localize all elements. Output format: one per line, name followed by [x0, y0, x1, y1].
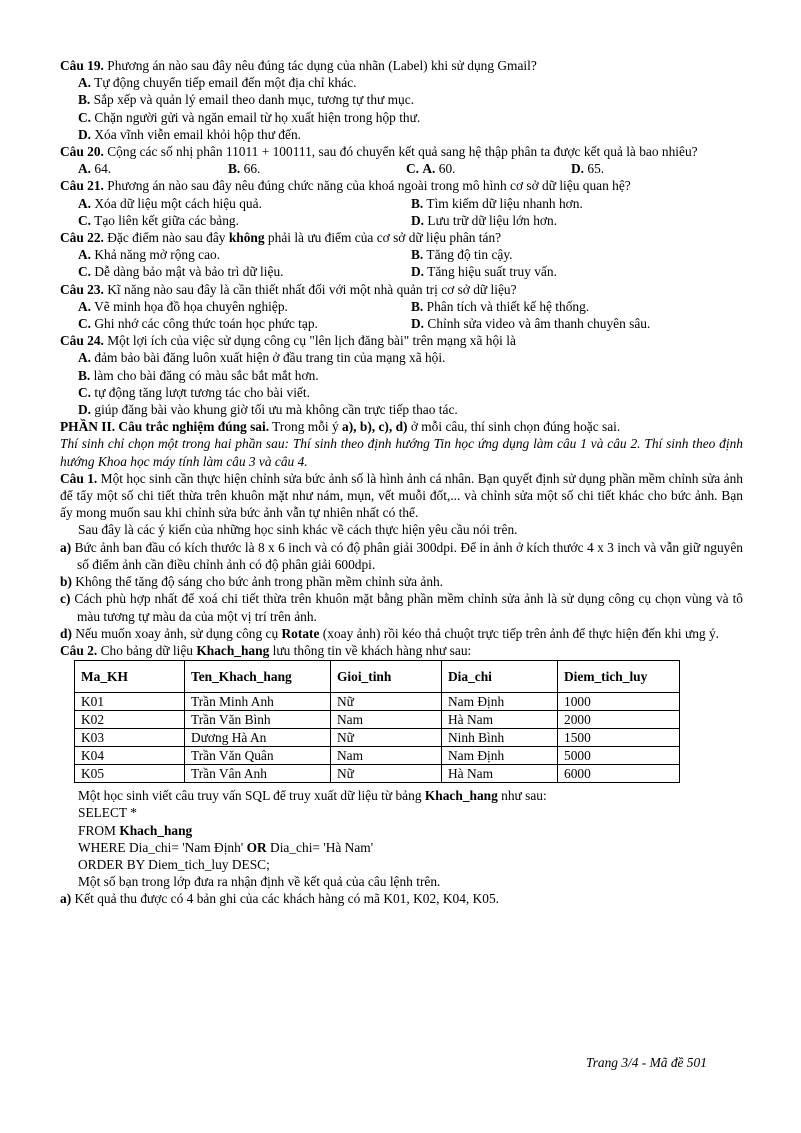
q20-option-c: C. A. 60. — [406, 161, 456, 177]
table-cell: K01 — [75, 693, 185, 711]
table-cell: 1500 — [558, 729, 680, 747]
q21-option-d: D. Lưu trữ dữ liệu lớn hơn. — [411, 212, 558, 228]
q19-option-b: B. Sắp xếp và quản lý email theo danh mục, tương tự thư mục. — [78, 92, 415, 108]
q19-option-c: C. Chặn người gửi và ngăn email từ họ xuất hiện trong hộp thư. — [78, 109, 421, 125]
table-row — [75, 693, 680, 711]
q19-option-d: D. Xóa vĩnh viễn email khỏi hộp thư đến. — [78, 126, 301, 142]
table-cell: Nam — [331, 711, 442, 729]
sql-line-select: SELECT * — [78, 805, 137, 821]
q23-option-c: C. Ghi nhớ các công thức toán học phức tạp. — [78, 316, 318, 332]
table-row — [75, 729, 680, 747]
table-cell: Nam Định — [442, 693, 558, 711]
table-header-cell: Dia_chi — [442, 661, 558, 693]
q22-option-d: D. Tăng hiệu suất truy vấn. — [411, 264, 557, 280]
table-row — [75, 747, 680, 765]
q24-option-d: D. giúp đăng bài vào khung giờ tối ưu mà không cần trực tiếp thao tác. — [78, 402, 458, 418]
q23-options-row1 — [60, 298, 743, 315]
q21-options-row2 — [60, 212, 743, 229]
khach-hang-table — [74, 660, 680, 783]
q23-options-row2 — [60, 315, 743, 332]
part2-question-1: Câu 1. Một học sinh cần thực hiện chỉnh sửa bức ảnh số là hình ảnh cá nhân. Bạn quyết định sử dụng phần mềm chỉnh sửa ảnh để tẩy một số chi tiết thừa trên khuôn mặt như nám, mụn, vết muỗi đốt,... và chỉnh sửa một số chi tiết khác cho bức ảnh. Bạn ấy mong muốn sau khi chỉnh sửa bức ảnh vẫn tự nhiên nhất có thể. — [60, 470, 743, 521]
q22-option-a: A. Khả năng mở rộng cao. — [78, 247, 221, 263]
q20-options — [60, 160, 743, 177]
c2-statement-a: a) Kết quả thu được có 4 bản ghi của các khách hàng có mã K01, K02, K04, K05. — [60, 891, 500, 907]
table-cell: Hà Nam — [442, 765, 558, 783]
question-23: Câu 23. Kĩ năng nào sau đây là cần thiết nhất đối với một nhà quản trị cơ sở dữ liệu? — [60, 281, 517, 297]
q22-option-b: B. Tăng độ tin cậy. — [411, 247, 513, 263]
table-cell: 5000 — [558, 747, 680, 765]
part2-question-2: Câu 2. Cho bảng dữ liệu Khach_hang lưu thông tin về khách hàng như sau: — [60, 642, 472, 658]
table-cell: Nam Định — [442, 747, 558, 765]
question-22: Câu 22. Đặc điểm nào sau đây không phải là ưu điểm của cơ sở dữ liệu phân tán? — [60, 230, 502, 246]
c1-statement-a: a) Bức ảnh ban đầu có kích thước là 8 x 6 inch và có độ phân giải 300dpi. Để in ảnh ở kích thước 4 x 3 inch và vẫn giữ nguyên số điểm ảnh cần điều chỉnh ảnh có độ phân giải 600dpi. — [60, 539, 743, 572]
q20-option-a: A. 64. — [78, 161, 112, 177]
table-cell: Nữ — [331, 729, 442, 747]
sql-intro: Một học sinh viết câu truy vấn SQL để truy xuất dữ liệu từ bảng Khach_hang như sau: — [78, 788, 547, 804]
q24-option-b: B. làm cho bài đăng có màu sắc bắt mắt hơn. — [78, 367, 319, 383]
table-cell: Dương Hà An — [185, 729, 331, 747]
q24-option-a: A. đảm bảo bài đăng luôn xuất hiện ở đầu trang tin của mạng xã hội. — [78, 350, 446, 366]
c1-statement-b: b) Không thể tăng độ sáng cho bức ảnh trong phần mềm chỉnh sửa ảnh. — [60, 574, 444, 590]
table-cell: Ninh Bình — [442, 729, 558, 747]
q22-options-row2 — [60, 263, 743, 280]
table-header-cell: Diem_tich_luy — [558, 661, 680, 693]
q23-option-b: B. Phân tích và thiết kế hệ thống. — [411, 298, 590, 314]
table-cell: K02 — [75, 711, 185, 729]
c2-after-text: Một số bạn trong lớp đưa ra nhận định về kết quả của câu lệnh trên. — [78, 874, 441, 890]
table-header-cell: Ten_Khach_hang — [185, 661, 331, 693]
table-cell: Trần Văn Bình — [185, 711, 331, 729]
table-cell: Nữ — [331, 765, 442, 783]
table-row — [75, 765, 680, 783]
table-cell: Nam — [331, 747, 442, 765]
q21-option-c: C. Tạo liên kết giữa các bảng. — [78, 212, 239, 228]
table-cell: 1000 — [558, 693, 680, 711]
table-header-cell: Gioi_tinh — [331, 661, 442, 693]
table-row — [75, 711, 680, 729]
c1-statement-d: d) Nếu muốn xoay ảnh, sử dụng công cụ Rotate (xoay ảnh) rồi kéo thả chuột trực tiếp trên ảnh để thực hiện đến khi ưng ý. — [60, 625, 720, 641]
sql-line-where: WHERE Dia_chi= 'Nam Định' OR Dia_chi= 'Hà Nam' — [78, 839, 374, 855]
q24-option-c: C. tự động tăng lượt tương tác cho bài viết. — [78, 384, 310, 400]
table-cell: Nữ — [331, 693, 442, 711]
q22-option-c: C. Dễ dàng bảo mật và bảo trì dữ liệu. — [78, 264, 284, 280]
q20-option-d: D. 65. — [571, 161, 605, 177]
question-19: Câu 19. Phương án nào sau đây nêu đúng tác dụng của nhãn (Label) khi sử dụng Gmail? — [60, 58, 537, 73]
table-cell: Trần Vân Anh — [185, 765, 331, 783]
question-21: Câu 21. Phương án nào sau đây nêu đúng chức năng của khoá ngoài trong mô hình cơ sở dữ liệu quan hệ? — [60, 178, 631, 194]
sql-line-from: FROM Khach_hang — [78, 822, 193, 838]
c1-statement-c: c) Cách phù hợp nhất để xoá chi tiết thừa trên khuôn mặt bằng phần mềm chỉnh sửa ảnh là sử dụng công cụ chọn vùng và tô màu tương tự màu da của một vị trí trên ảnh. — [60, 591, 743, 624]
q20-option-b: B. 66. — [228, 161, 261, 177]
table-cell: 6000 — [558, 765, 680, 783]
q21-option-b: B. Tìm kiếm dữ liệu nhanh hơn. — [411, 195, 583, 211]
q23-option-d: D. Chỉnh sửa video và âm thanh chuyên sâu. — [411, 316, 651, 332]
table-cell: K04 — [75, 747, 185, 765]
table-cell: Trần Văn Quân — [185, 747, 331, 765]
sql-line-orderby: ORDER BY Diem_tich_luy DESC; — [78, 856, 270, 872]
table-header-cell: Ma_KH — [75, 661, 185, 693]
part2-instruction: Thí sinh chỉ chọn một trong hai phần sau: Thí sinh theo định hướng Tin học ứng dụng làm câu 1 và câu 2. Thí sinh theo định hướng Khoa học máy tính làm câu 3 và câu 4. — [60, 436, 743, 469]
table-cell: K05 — [75, 765, 185, 783]
page-footer: Trang 3/4 - Mã đề 501 — [586, 1055, 707, 1070]
q22-options-row1 — [60, 246, 743, 263]
table-cell: 2000 — [558, 711, 680, 729]
c1-intro: Sau đây là các ý kiến của những học sinh khác về cách thực hiện yêu cầu nói trên. — [78, 522, 518, 538]
question-24: Câu 24. Một lợi ích của việc sử dụng công cụ "lên lịch đăng bài" trên mạng xã hội là — [60, 333, 516, 349]
table-cell: Trần Minh Anh — [185, 693, 331, 711]
table-cell: Hà Nam — [442, 711, 558, 729]
q19-option-a: A. Tự động chuyển tiếp email đến một địa chỉ khác. — [78, 75, 357, 91]
question-20: Câu 20. Cộng các số nhị phân 11011 + 100111, sau đó chuyển kết quả sang hệ thập phân ta được kết quả là bao nhiêu? — [60, 144, 698, 160]
table-header-row — [75, 661, 680, 693]
part2-heading: PHẦN II. Câu trắc nghiệm đúng sai. Trong mỗi ý a), b), c), d) ở mỗi câu, thí sinh chọn đúng hoặc sai. — [60, 419, 621, 435]
q23-option-a: A. Vẽ minh họa đồ họa chuyên nghiệp. — [78, 298, 288, 314]
table-cell: K03 — [75, 729, 185, 747]
q21-option-a: A. Xóa dữ liệu một cách hiệu quả. — [78, 195, 262, 211]
q21-options-row1 — [60, 195, 743, 212]
